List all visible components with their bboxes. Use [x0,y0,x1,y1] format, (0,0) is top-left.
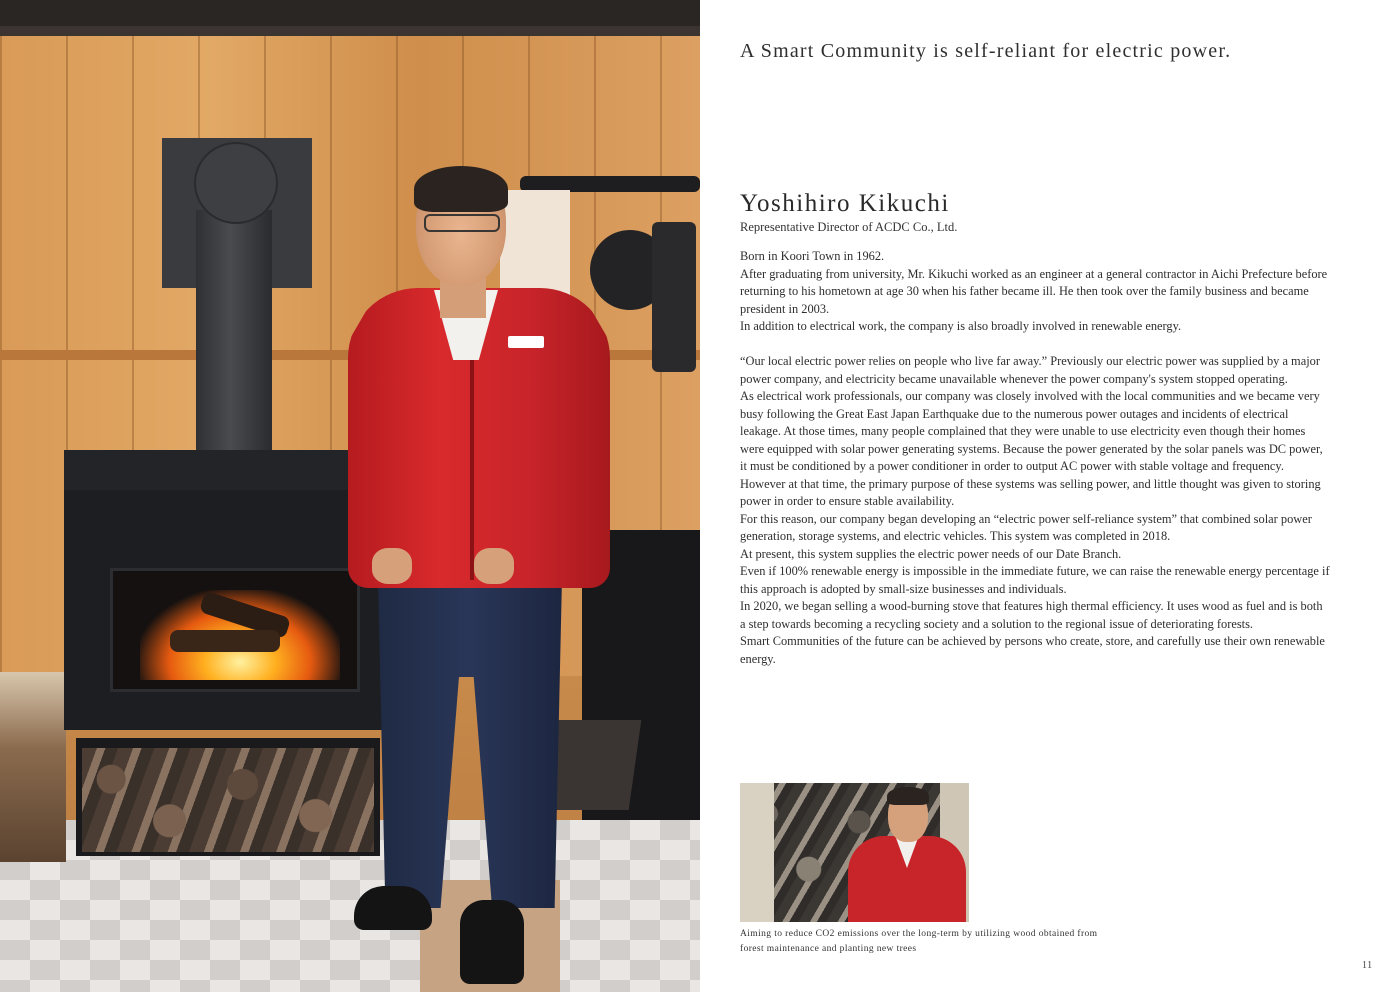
body-line: For this reason, our company began developing an “electric power self-reliance system” that combined solar power generation, storage systems, and electric vehicles. This system was completed in 2018. [740,511,1312,543]
body-line: In 2020, we began selling a wood-burning stove that features high thermal efficiency. It uses wood as fuel and is both a step towards becoming a recycling society and a solution to the regional issue of deteriorating forests. [740,599,1323,631]
body-line: “Our local electric power relies on people who live far away.” Previously our electric power was supplied by a major power company, and electricity became unavailable whenever the power company's system stopped operating. [740,354,1320,386]
burning-log [170,630,280,652]
body-line: Even if 100% renewable energy is impossible in the immediate future, we can raise the renewable energy percentage if this approach is adopted by small-size businesses and individuals. [740,564,1330,596]
glasses-icon [424,214,500,232]
profile-name: Yoshihiro Kikuchi [740,190,950,217]
person-hand [372,548,412,584]
thumb-person-hair [887,787,929,805]
page-headline: A Smart Community is self-reliant for electric power. [740,40,1232,62]
caption-line: Aiming to reduce CO2 emissions over the long-term by utilizing wood obtained from [740,929,1098,939]
body-line: After graduating from university, Mr. Kikuchi worked as an engineer at a general contractor in Aichi Prefecture before returning to his hometown at age 30 when his father became ill. He then took over the family business and became president in 2003. [740,266,1328,316]
body-line: At present, this system supplies the electric power needs of our Date Branch. [740,546,1122,561]
body-line: In addition to electrical work, the company is also broadly involved in renewable energy. [740,319,1182,333]
ceiling-beam [0,26,700,36]
person-shoe [460,900,524,984]
body-line: Smart Communities of the future can be achieved by persons who create, store, and carefully use their own renewable energy. [740,634,1325,666]
stacked-logs [0,672,66,862]
person-hair [414,166,508,212]
page-number: 11 [1362,960,1373,971]
profile-role: Representative Director of ACDC Co., Ltd. [740,220,958,234]
photo-caption [740,927,1140,956]
body-line: Born in Koori Town in 1962. [740,249,885,263]
person-hand [474,548,514,584]
jacket-zipper [470,330,474,580]
caption-line: forest maintenance and planting new trees [740,943,917,954]
jacket-logo [508,336,544,348]
wooden-post [740,783,774,922]
chimney-elbow [194,142,278,224]
body-line: As electrical work professionals, our company was closely involved with the local communities and we became very busy following the Great East Japan Earthquake due to the numerous power outages and incidents of electrical leakage. At those times, many people complained that they were unable to use electricity even though their homes were equipped with solar power generating systems. Because the power generated by the solar panels was DC power, it must be conditioned by a power conditioner in order to output AC power with stable voltage and frequency. However at that time, the primary purpose of these systems was selling power, and little thought was given to storing power in order to ensure stable availability. [740,389,1323,508]
paragraph-gap [740,336,1330,354]
article-body [740,248,1330,668]
person-shoe [354,886,432,930]
griddle [652,222,696,372]
firewood-pile [82,748,374,852]
